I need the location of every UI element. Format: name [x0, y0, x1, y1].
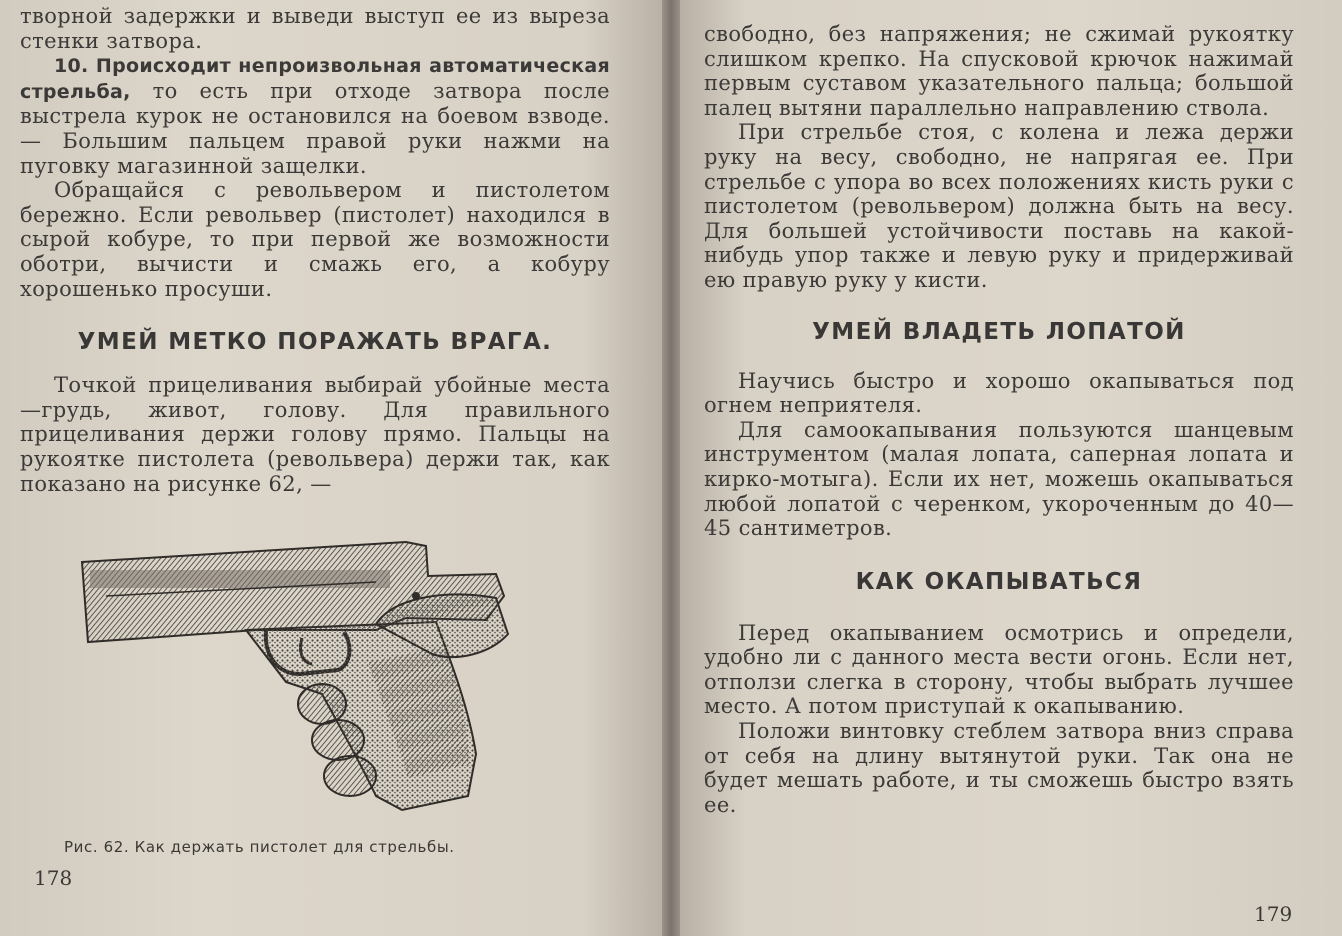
section-heading: КАК ОКАПЫВАТЬСЯ	[855, 568, 1143, 595]
section-heading: УМЕЙ МЕТКО ПОРАЖАТЬ ВРАГА.	[77, 329, 553, 356]
paragraph-malfunction-10	[20, 53, 610, 178]
book-gutter	[662, 0, 680, 936]
paragraph: Обращайся с револьвером и пистолетом бережно. Если револьвер (пистолет) находился в сырой кобуре, то при первой же возможности оботри, вычисти и смажь его, а кобуру хорошенько просуши.	[20, 178, 610, 301]
paragraph: При стрельбе стоя, с колена и лежа держи руку на весу, свободно, не напрягая ее. При стрельбе с упора во всех положениях кисть руки с пистолетом (револьвером) должна быть на весу. Для большей устойчивости поставь на какой-нибудь упор также и левую руку и придерживай ею правую руку у кисти.	[704, 120, 1294, 292]
section-heading: УМЕЙ ВЛАДЕТЬ ЛОПАТОЙ	[812, 318, 1186, 345]
page-number: 178	[34, 866, 73, 890]
paragraph: свободно, без напряжения; не сжимай рукоятку слишком крепко. На спусковой крючок нажимай первым суставом указательного пальца; большой палец вытяни параллельно направлению ствола.	[704, 22, 1294, 120]
malfunction-text: то есть при отходе затвора после выстрела курок не остановился на боевом взводе. — Большим пальцем правой руки нажми на пуговку магазинной защелки.	[20, 78, 610, 178]
right-page	[680, 0, 1342, 936]
paragraph: Положи винтовку стеблем затвора вниз справа от себя на длину вытянутой руки. Так она не будет мешать работе, и ты сможешь быстро взять ее.	[704, 719, 1294, 817]
paragraph: Перед окапыванием осмотрись и определи, удобно ли с данного места вести огонь. Если нет, отползи слегка в сторону, чтобы выбрать лучшее место. А потом приступай к окапыванию.	[704, 620, 1294, 719]
page-number: 179	[1254, 902, 1293, 926]
paragraph: Точкой прицеливания выбирай убойные места—грудь, живот, голову. Для правильного прицеливания держи голову прямо. Пальцы на рукоятке пистолета (револьвера) держи так, как показано на рисунке 62, —	[20, 373, 610, 496]
paragraph: Научись быстро и хорошо окапываться под огнем неприятеля.	[704, 368, 1294, 418]
malfunction-heading: 10. Происходит непроизвольная автоматическая стрельба,	[20, 55, 610, 103]
left-page	[0, 0, 662, 936]
pistol-grip-illustration	[76, 534, 516, 824]
left-text-column	[20, 4, 610, 496]
right-text-column	[704, 22, 1294, 817]
paragraph: творной задержки и выведи выступ ее из выреза стенки затвора.	[20, 4, 610, 53]
paragraph: Для самоокапывания пользуются шанцевым инструментом (малая лопата, саперная лопата и кирко-мотыга). Если их нет, можешь окапываться любой лопатой с черенком, укороченным до 40—45 сантиметров.	[704, 417, 1294, 541]
figure-caption: Рис. 62. Как держать пистолет для стрельбы.	[64, 838, 455, 856]
